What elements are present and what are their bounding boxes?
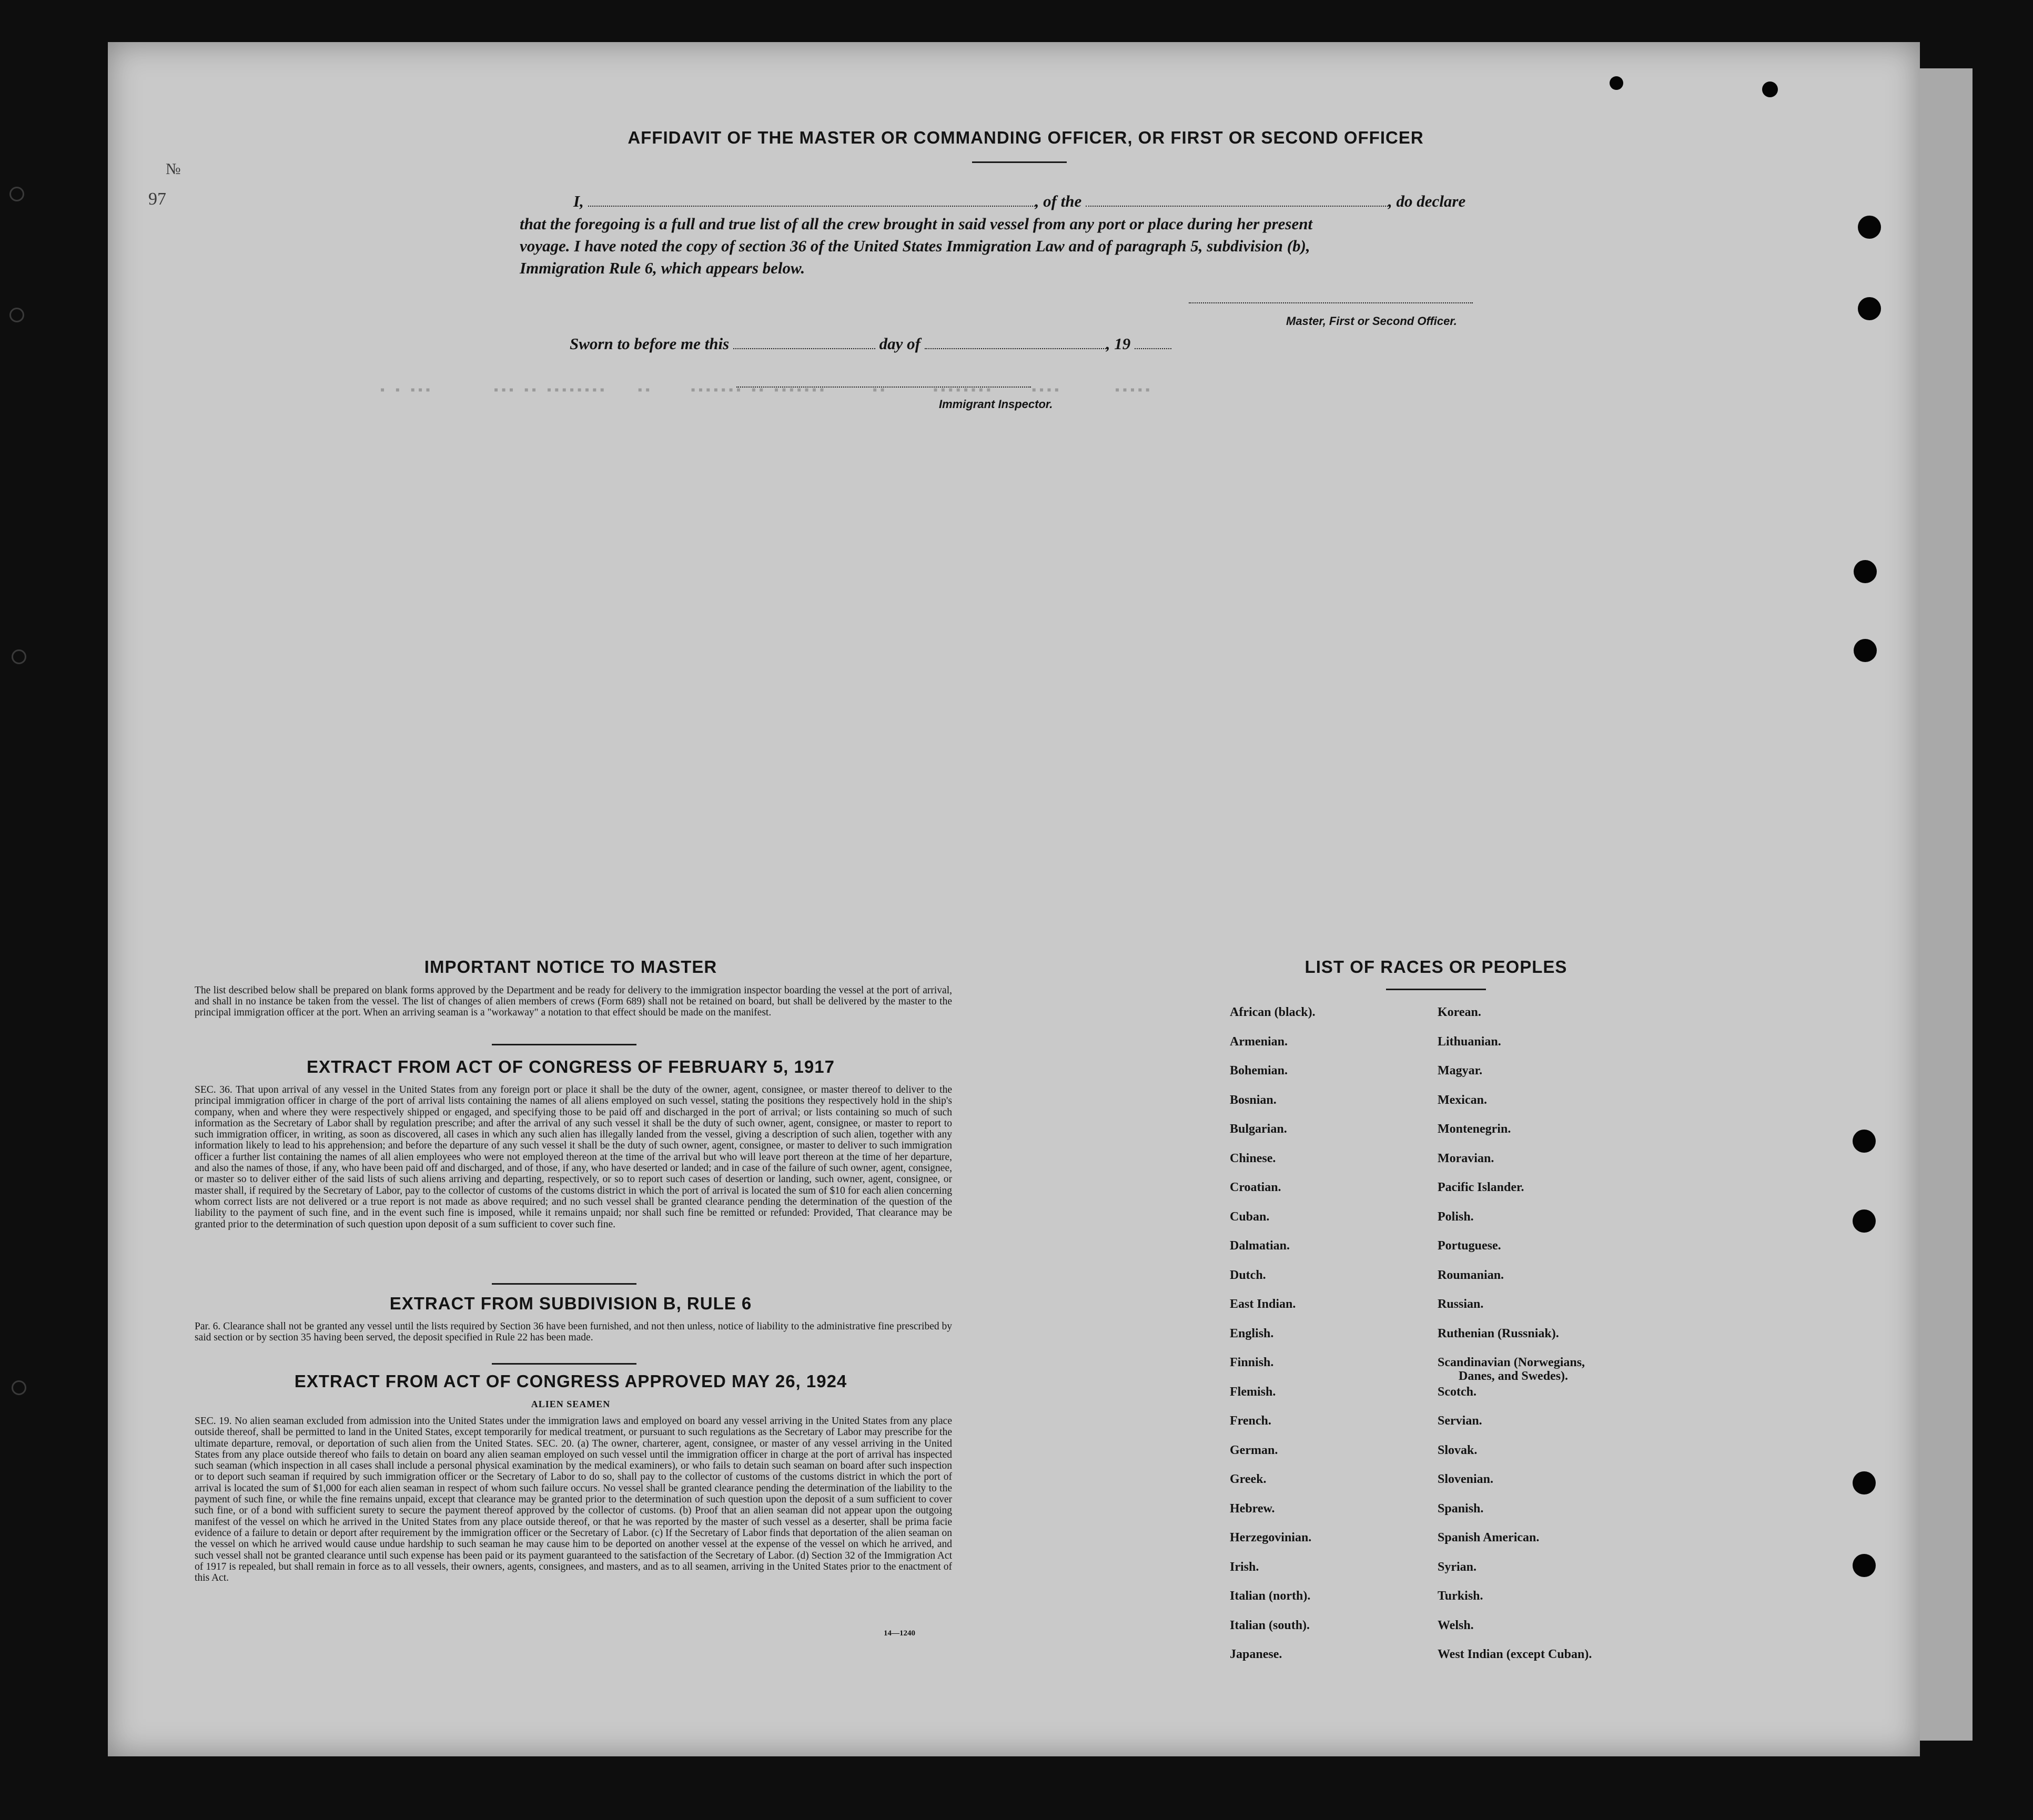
sworn-label: Sworn to before me this — [570, 334, 730, 353]
race-item: Magyar. — [1438, 1064, 1483, 1077]
notice-text: The list described below shall be prepared on blank forms approved by the Department and be ready for delivery to the immigration inspector boarding the vessel at the port of arrival, and shall in no instance be taken from the vessel. The list of changes of alien members of crews (Form 689) shall not be retained on board, but shall be delivered by the master to the principal immigration officer at the port. When an arriving seaman is a "workaway" a notation to that effect should be made on the manifest. — [195, 985, 952, 1018]
race-item: Korean. — [1438, 1005, 1481, 1019]
affidavit-title: AFFIDAVIT OF THE MASTER OR COMMANDING OFFICER, OR FIRST OR SECOND OFFICER — [628, 128, 1424, 147]
race-item: Spanish. — [1438, 1501, 1484, 1516]
binding-ring-mark — [12, 649, 26, 664]
race-item: Portuguese. — [1438, 1239, 1501, 1253]
race-item: Spanish American. — [1438, 1531, 1540, 1544]
race-item: Bulgarian. — [1230, 1122, 1287, 1136]
form-number: 14—1240 — [884, 1629, 915, 1638]
notice-divider — [492, 1044, 636, 1045]
race-item: Montenegrin. — [1438, 1122, 1511, 1136]
vessel-blank[interactable] — [1086, 206, 1388, 207]
race-item: Pacific Islander. — [1438, 1181, 1524, 1194]
day-of-label: day of — [879, 334, 921, 353]
affidavit-line-3: voyage. I have noted the copy of section 36 of the United States Immigration Law and of paragraph 5, subdivision (b), — [520, 237, 1310, 255]
race-item: Slovak. — [1438, 1443, 1478, 1457]
punch-hole — [1853, 1554, 1876, 1577]
race-item: Mexican. — [1438, 1093, 1487, 1107]
races-left-column — [1230, 1005, 1316, 1677]
affidavit-declaration-line — [573, 192, 1465, 211]
race-item — [1438, 1356, 1592, 1385]
bleed-through-text: ▪ ▪ ▪▪▪ ▪▪▪ ▪▪ ▪▪▪▪▪▪▪▪ ▪▪ ▪▪▪▪▪▪▪ ▪▪ ▪▪▪▪▪▪▪ ▪▪ ▪▪▪▪▪▪▪▪ ▪▪▪▪ ▪▪▪▪▪ — [379, 384, 1152, 398]
races-title: LIST OF RACES OR PEOPLES — [1304, 957, 1567, 977]
race-item: West Indian (except Cuban). — [1438, 1648, 1592, 1661]
affidavit-line-2: that the foregoing is a full and true list of all the crew brought in said vessel from any port or place during her present — [520, 215, 1313, 233]
race-item: Chinese. — [1230, 1151, 1276, 1165]
binding-ring-mark — [9, 187, 24, 201]
race-item: Irish. — [1230, 1560, 1259, 1574]
race-item: French. — [1230, 1414, 1271, 1428]
sworn-year-blank[interactable] — [1135, 348, 1171, 349]
race-item: German. — [1230, 1443, 1278, 1457]
sworn-line — [570, 334, 1171, 353]
punch-hole — [1610, 76, 1623, 90]
extract-1924-title: EXTRACT FROM ACT OF CONGRESS APPROVED MAY 26, 1924 — [294, 1371, 847, 1391]
race-item: Hebrew. — [1230, 1501, 1275, 1516]
extract-1924-subtitle: ALIEN SEAMEN — [531, 1399, 611, 1409]
page-edge-shadow — [1920, 68, 1973, 1741]
race-item: Turkish. — [1438, 1589, 1483, 1603]
race-item: Italian (south). — [1230, 1618, 1310, 1632]
race-item: Greek. — [1230, 1472, 1267, 1486]
races-title-underline — [1386, 989, 1486, 990]
race-item: Syrian. — [1438, 1560, 1477, 1574]
margin-note-symbol: № — [166, 160, 181, 178]
punch-hole — [1854, 639, 1877, 662]
race-item: Russian. — [1438, 1297, 1484, 1311]
affidavit-i: I, — [573, 192, 584, 210]
race-item: Polish. — [1438, 1209, 1474, 1224]
race-item: Finnish. — [1230, 1356, 1274, 1369]
race-item: Cuban. — [1230, 1209, 1270, 1224]
race-item: Italian (north). — [1230, 1589, 1311, 1603]
affidavit-title-underline — [972, 161, 1067, 163]
subdivision-divider — [492, 1363, 636, 1365]
punch-hole — [1762, 82, 1778, 97]
race-item: East Indian. — [1230, 1297, 1296, 1311]
race-item: African (black). — [1230, 1005, 1316, 1019]
race-item: Herzegovinian. — [1230, 1531, 1312, 1544]
race-item: Slovenian. — [1438, 1472, 1494, 1486]
notice-title: IMPORTANT NOTICE TO MASTER — [424, 957, 717, 977]
master-signature-label: Master, First or Second Officer. — [1286, 314, 1457, 328]
race-item: Servian. — [1438, 1414, 1482, 1428]
margin-note-number: 97 — [148, 189, 166, 209]
master-signature-blank[interactable] — [1189, 302, 1473, 303]
race-item: Lithuanian. — [1438, 1034, 1501, 1049]
extract-1917-title: EXTRACT FROM ACT OF CONGRESS OF FEBRUARY 5, 1917 — [307, 1057, 835, 1076]
race-item: Armenian. — [1230, 1034, 1288, 1049]
race-item-scandinavian-cont: Danes, and Swedes). — [1459, 1369, 1569, 1383]
punch-hole — [1858, 216, 1881, 239]
punch-hole — [1853, 1471, 1876, 1494]
inspector-signature-blank[interactable] — [736, 387, 1031, 388]
binding-ring-mark — [12, 1380, 26, 1395]
race-item: Japanese. — [1230, 1648, 1282, 1661]
race-item-scandinavian: Scandinavian (Norwegians, — [1438, 1356, 1585, 1369]
extract-1917-text: SEC. 36. That upon arrival of any vessel in the United States from any foreign port or place it shall be the duty of the owner, agent, consignee, or master thereof to deliver to the principal immigration officer in charge of the port of arrival lists containing the names of all aliens employed on such vessel, stating the positions they respectively hold in the ship's company, when and where they were respectively shipped or engaged, and specifying those to be paid off and discharged in the port of arrival; or lists containing so much of such information as the Secretary of Labor shall by regulation prescribe; and after the arrival of any such vessel it shall be the duty of such owner, agent, consignee, or master to report to such immigration officer, in writing, as soon as discovered, all cases in which any such alien has illegally landed from the vessel, giving a description of such alien, together with any information likely to lead to his apprehension; and before the departure of any such vessel it shall be the duty of such owner, agent, consignee, or master to deliver to such immigration officer a further list containing the names of all alien employees who were not employed thereon at the time of the arrival but who will leave port thereon at the time of her departure, and also the names of those, if any, who have been paid off and discharged, and of those, if any, who have deserted or landed; and in case of the failure of such owner, agent, consignee, or master so to deliver either of the said lists of such aliens arriving and departing, respectively, or so to report such cases of desertion or landing, such owner, agent, consignee, or master shall, if required by the Secretary of Labor, pay to the collector of customs of the customs district in which the port of arrival is located the sum of $10 for each alien concerning whom correct lists are not delivered or a true report is not made as above required; and no such vessel shall be granted clearance pending the determination of the question of the liability to the payment of such fine, and in the event such fine is imposed, while it remains unpaid; nor shall such fine be remitted or refunded: Provided, That clearance may be granted prior to the determination of such question upon deposit of a sum sufficient to cover such fine. — [195, 1084, 952, 1230]
affidavit-line-4: Immigration Rule 6, which appears below. — [520, 259, 805, 277]
subdivision-text: Par. 6. Clearance shall not be granted any vessel until the lists required by Section 36 have been furnished, and not then unless, notice of liability to the administrative fine prescribed by said section or by section 35 having been served, the deposit specified in Rule 22 has been made. — [195, 1321, 952, 1344]
race-item: Bosnian. — [1230, 1093, 1277, 1107]
punch-hole — [1853, 1209, 1876, 1233]
punch-hole — [1853, 1130, 1876, 1153]
race-item: Bohemian. — [1230, 1064, 1288, 1077]
punch-hole — [1858, 297, 1881, 320]
subdivision-title: EXTRACT FROM SUBDIVISION B, RULE 6 — [389, 1294, 752, 1313]
race-item: Welsh. — [1438, 1618, 1474, 1632]
binding-ring-mark — [9, 308, 24, 322]
races-right-column — [1438, 1005, 1592, 1677]
extract-1924-text: SEC. 19. No alien seaman excluded from admission into the United States under the immigration laws and employed on board any vessel arriving in the United States from any place outside thereof, shall be permitted to land in the United States, except temporarily for medical treatment, or pursuant to such regulations as the Secretary of Labor may prescribe for the ultimate departure, removal, or deportation of such alien from the United States. SEC. 20. (a) The owner, charterer, agent, consignee, or master of any vessel arriving in the United States from any place outside thereof who fails to detain on board any alien seaman employed on such vessel until the immigration officer in charge at the port of arrival has inspected such seaman (which inspection in all cases shall include a personal physical examination by the medical examiners), or who fails to detain such seaman on board after such inspection or to deport such seaman if required by such immigration officer or the Secretary of Labor to do so, shall pay to the collector of customs of the customs district in which the port of arrival is located the sum of $1,000 for each alien seaman in respect of whom such failure occurs. No vessel shall be granted clearance pending the determination of the liability to the payment of such fine, or while the fine remains unpaid, except that clearance may be granted prior to the determination of such question upon the deposit of a sum sufficient to cover such fine, or of a bond with sufficient surety to secure the payment thereof approved by the collector of customs. (b) Proof that an alien seaman did not appear upon the outgoing manifest of the vessel on which he arrived in the United States from any place outside thereof, or that he was reported by the master of such vessel as a deserter, shall be prima facie evidence of a failure to detain or deport after requirement by the immigration officer or the Secretary of Labor. (c) If the Secretary of Labor finds that deportation of the alien seaman on the vessel on which he arrived would cause undue hardship to such seaman he may cause him to be deported on another vessel at the expense of the vessel on which he arrived, and such vessel shall not be granted clearance until such expense has been paid or its payment guaranteed to the satisfaction of the Secretary of Labor. (d) Section 32 of the Immigration Act of 1917 is repealed, but shall remain in force as to all vessels, their owners, agents, consignees, and masters, and as to all seamen, arriving in the United States prior to the enactment of this Act. — [195, 1416, 952, 1584]
inspector-signature-label: Immigrant Inspector. — [939, 398, 1053, 411]
race-item: Dutch. — [1230, 1268, 1266, 1282]
race-item: Scotch. — [1438, 1385, 1476, 1399]
race-item: Roumanian. — [1438, 1268, 1504, 1282]
name-blank[interactable] — [588, 206, 1035, 207]
affidavit-of-the: , of the — [1035, 192, 1082, 210]
race-item: Croatian. — [1230, 1181, 1281, 1194]
race-item: Ruthenian (Russniak). — [1438, 1326, 1559, 1340]
race-item: Flemish. — [1230, 1385, 1276, 1399]
race-item: English. — [1230, 1326, 1274, 1340]
punch-hole — [1854, 560, 1877, 583]
year-prefix: , 19 — [1106, 334, 1131, 353]
race-item: Dalmatian. — [1230, 1239, 1290, 1253]
affidavit-do-declare: , do declare — [1388, 192, 1466, 210]
extract-1917-divider — [492, 1283, 636, 1285]
race-item: Moravian. — [1438, 1151, 1494, 1165]
sworn-day-blank[interactable] — [733, 348, 875, 349]
sworn-month-blank[interactable] — [925, 348, 1106, 349]
